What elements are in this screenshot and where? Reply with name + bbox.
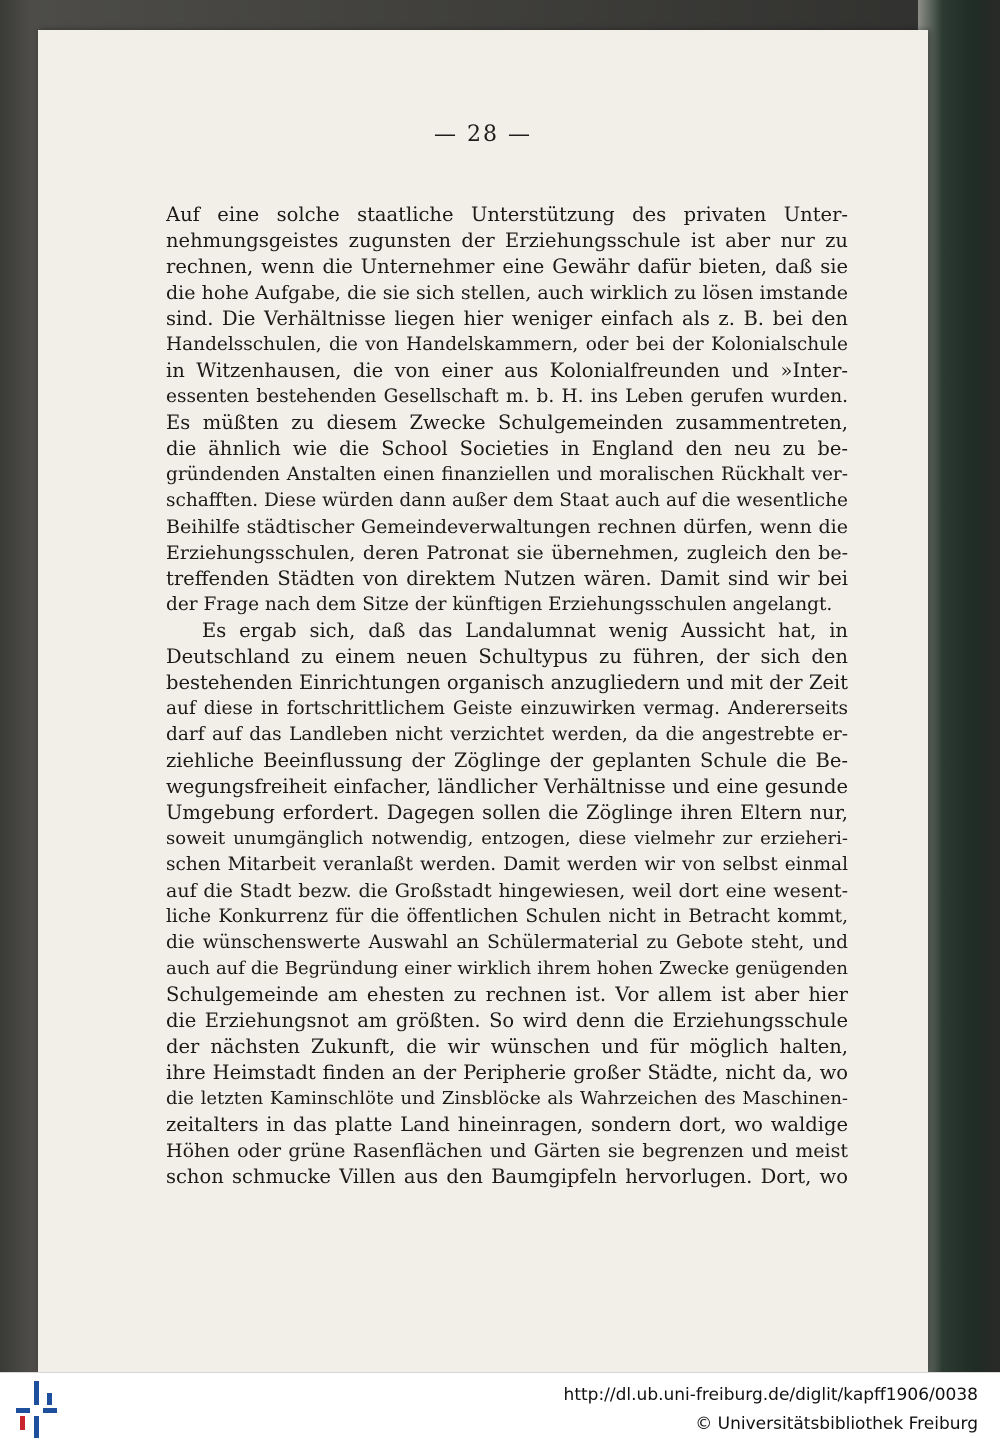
text-line: auf die Stadt bezw. die Großstadt hingewiesen, weil dort eine wesent- (166, 880, 848, 902)
text-line: die ähnlich wie die School Societies in England den neu zu be- (166, 437, 848, 460)
text-line: schen Mitarbeit veranlaßt werden. Damit werden wir von selbst einmal (166, 854, 848, 875)
text-line: Schulgemeinde am ehesten zu rechnen ist. Vor allem ist aber hier (166, 983, 848, 1006)
page-number: — 28 — (434, 122, 532, 147)
text-line: ihre Heimstadt finden an der Peripherie großer Städte, nicht da, wo (166, 1061, 848, 1084)
text-line: die letzten Kaminschlöte und Zinsblöcke als Wahrzeichen des Maschinen- (166, 1088, 848, 1109)
text-line: Es ergab sich, daß das Landalumnat wenig Aussicht hat, in (202, 619, 848, 642)
body-text (166, 202, 848, 1190)
text-line: darf auf das Landleben nicht verzichtet werden, da die angestrebte er- (166, 724, 848, 745)
text-line: gründenden Anstalten einen finanziellen und moralischen Rückhalt ver- (166, 464, 848, 485)
text-line: soweit unumgänglich notwendig, entzogen, diese vielmehr zur erzieheri- (166, 828, 848, 849)
book-cover-edge (918, 0, 1000, 1372)
permalink-link[interactable]: http://dl.ub.uni-freiburg.de/diglit/kapff1906/0038 (563, 1385, 978, 1405)
text-line: liche Konkurrenz für die öffentlichen Schulen nicht in Betracht kommt, (166, 906, 848, 927)
text-line: Höhen oder grüne Rasenflächen und Gärten sie begrenzen und meist (166, 1140, 848, 1162)
text-line: ziehliche Beeinflussung der Zöglinge der geplanten Schule die Be- (166, 749, 848, 772)
text-line: schafften. Diese würden dann außer dem Staat auch auf die wesentliche (166, 490, 848, 511)
text-line: die hohe Aufgabe, die sie sich stellen, auch wirklich zu lösen imstande (166, 282, 848, 304)
text-line: der Frage nach dem Sitze der künftigen Erziehungsschulen angelangt. (166, 594, 833, 615)
library-logo-icon (16, 1381, 56, 1439)
text-line: essenten bestehenden Gesellschaft m. b. H. ins Leben gerufen wurden. (166, 386, 848, 407)
text-line: treffenden Städten von direktem Nutzen wären. Damit sind wir bei (166, 567, 848, 590)
book-page (38, 30, 928, 1372)
text-line: nehmungsgeistes zugunsten der Erziehungsschule ist aber nur zu (166, 229, 848, 252)
text-line: wegungsfreiheit einfacher, ländlicher Verhältnisse und eine gesunde (166, 775, 848, 798)
text-line: Handelsschulen, die von Handelskammern, oder bei der Kolonialschule (166, 334, 848, 355)
text-line: auf diese in fortschrittlichem Geiste einzuwirken vermag. Andererseits (166, 698, 848, 719)
text-line: zeitalters in das platte Land hineinragen, sondern dort, wo waldige (166, 1113, 848, 1136)
viewer-footer (0, 1372, 1000, 1444)
text-line: die Erziehungsnot am größten. So wird denn die Erziehungsschule (166, 1009, 848, 1032)
text-line: Beihilfe städtischer Gemeindeverwaltungen rechnen dürfen, wenn die (166, 516, 848, 538)
text-line: Auf eine solche staatliche Unterstützung des privaten Unter- (166, 203, 848, 226)
text-line: sind. Die Verhältnisse liegen hier weniger einfach als z. B. bei den (166, 307, 848, 330)
text-line: Erziehungsschulen, deren Patronat sie übernehmen, zugleich den be- (166, 542, 848, 564)
copyright-text: © Universitätsbibliothek Freiburg (695, 1414, 978, 1434)
text-line: die wünschenswerte Auswahl an Schülermaterial zu Gebote steht, und (166, 932, 848, 953)
text-line: rechnen, wenn die Unternehmer eine Gewähr dafür bieten, daß sie (166, 255, 848, 278)
text-line: bestehenden Einrichtungen organisch anzugliedern und mit der Zeit (166, 671, 848, 694)
text-line: in Witzenhausen, die von einer aus Kolonialfreunden und »Inter- (166, 359, 848, 382)
text-line: der nächsten Zukunft, die wir wünschen und für möglich halten, (166, 1035, 848, 1058)
text-line: Es müßten zu diesem Zwecke Schulgemeinden zusammentreten, (166, 411, 848, 434)
text-line: Umgebung erfordert. Dagegen sollen die Zöglinge ihren Eltern nur, (166, 801, 848, 824)
text-line: Deutschland zu einem neuen Schultypus zu führen, der sich den (166, 645, 848, 668)
text-line: auch auf die Begründung einer wirklich ihrem hohen Zwecke genügenden (166, 958, 848, 979)
text-line: schon schmucke Villen aus den Baumgipfeln hervorlugen. Dort, wo (166, 1165, 848, 1188)
